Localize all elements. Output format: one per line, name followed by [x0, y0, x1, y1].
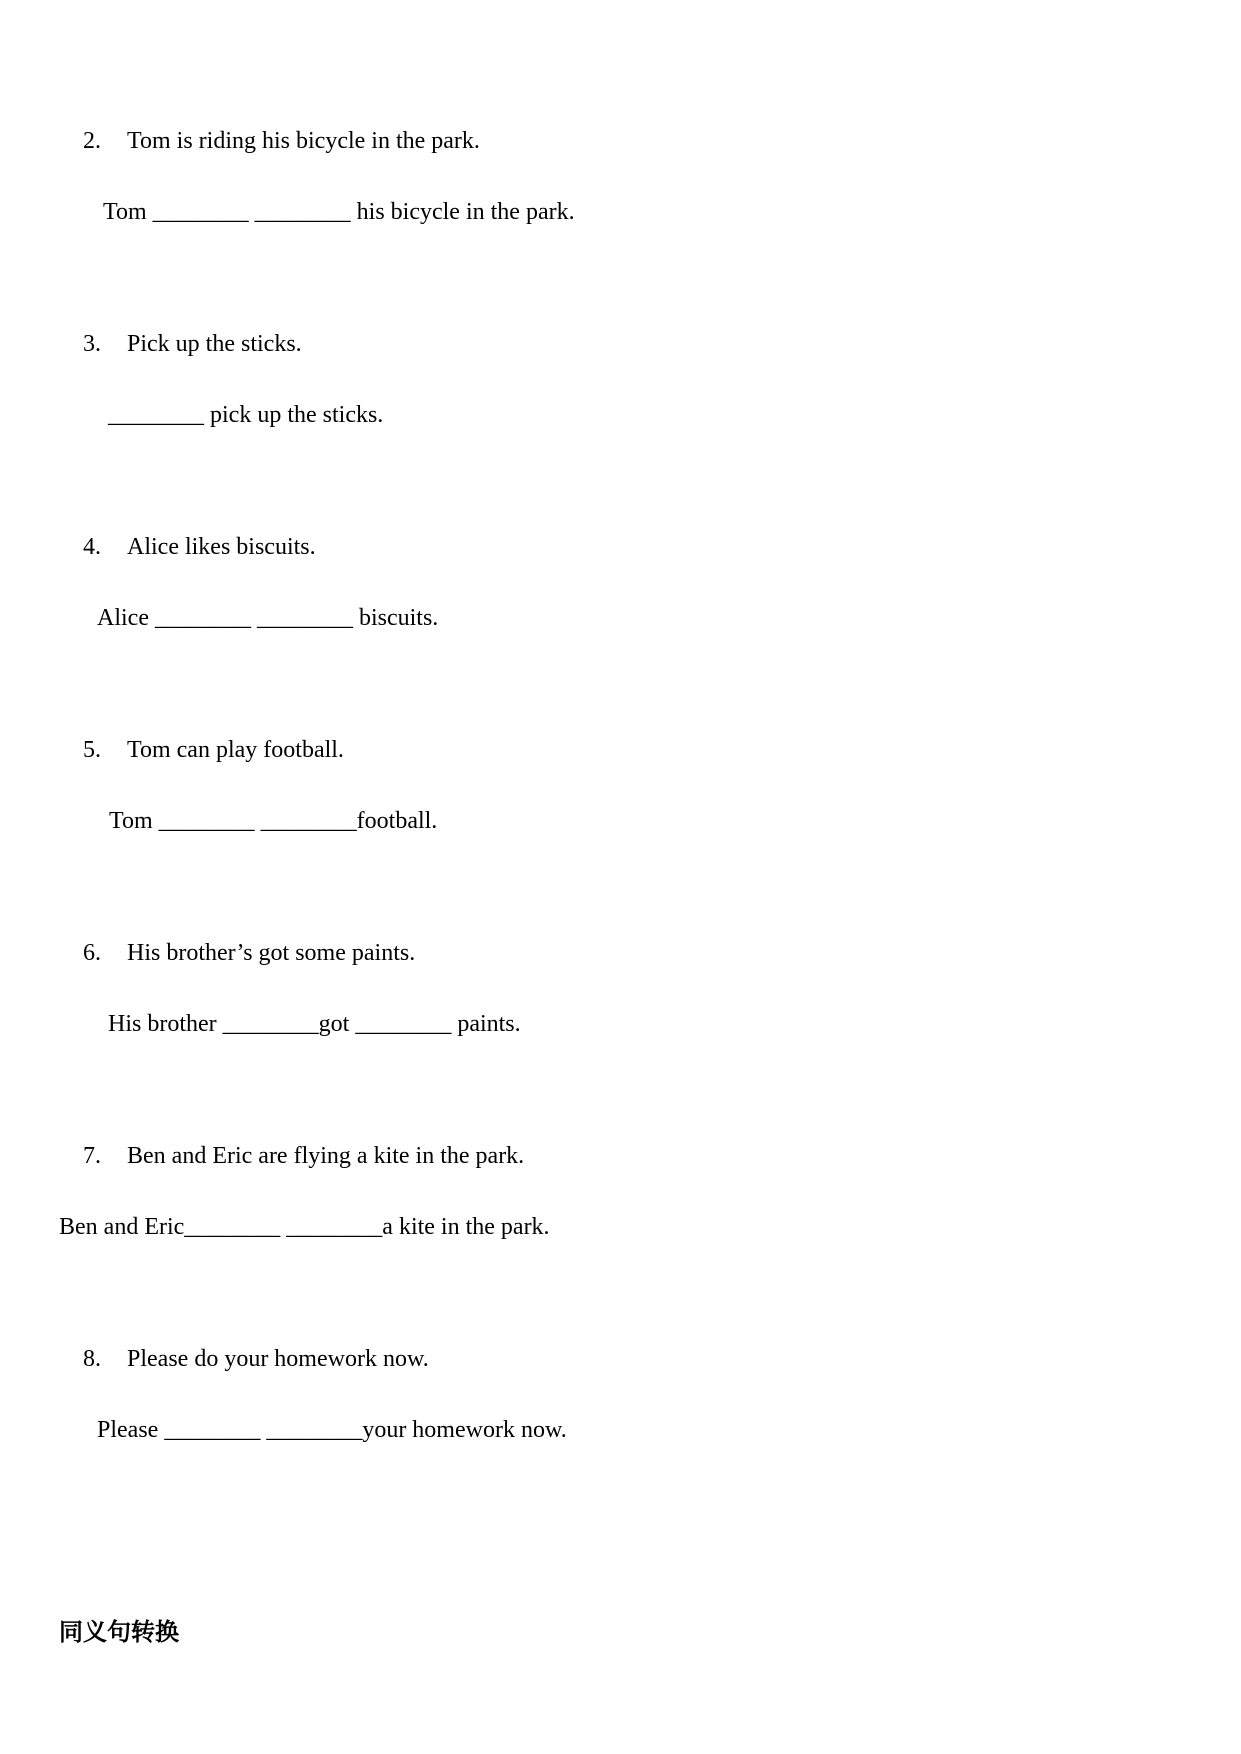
question-number: 4. [83, 534, 101, 560]
question-text: Tom can play football. [127, 737, 344, 763]
answer-line-8: Please ________ ________your homework now. [97, 1417, 567, 1443]
question-text: Tom is riding his bicycle in the park. [127, 128, 480, 154]
question-8 [59, 1314, 429, 1404]
question-text: Please do your homework now. [127, 1346, 429, 1372]
question-4 [59, 502, 316, 592]
question-text: Pick up the sticks. [127, 331, 302, 357]
question-number: 2. [83, 128, 101, 154]
question-2 [59, 96, 480, 186]
answer-line-6: His brother ________got ________ paints. [108, 1011, 521, 1037]
question-text: Alice likes biscuits. [127, 534, 316, 560]
answer-line-3: ________ pick up the sticks. [108, 402, 384, 428]
question-3 [59, 299, 302, 389]
question-5 [59, 705, 344, 795]
question-number: 5. [83, 737, 101, 763]
question-text: His brother’s got some paints. [127, 940, 416, 966]
question-number: 7. [83, 1143, 101, 1169]
question-number: 6. [83, 940, 101, 966]
question-number: 3. [83, 331, 101, 357]
answer-line-5: Tom ________ ________football. [109, 808, 438, 834]
question-6 [59, 908, 415, 998]
question-number: 8. [83, 1346, 101, 1372]
answer-line-7: Ben and Eric________ ________a kite in the park. [59, 1214, 550, 1240]
answer-line-2: Tom ________ ________ his bicycle in the park. [103, 199, 575, 225]
section-heading: 同义句转换 [59, 1618, 179, 1646]
question-7 [59, 1111, 524, 1201]
question-text: Ben and Eric are flying a kite in the park. [127, 1143, 525, 1169]
answer-line-4: Alice ________ ________ biscuits. [97, 605, 439, 631]
